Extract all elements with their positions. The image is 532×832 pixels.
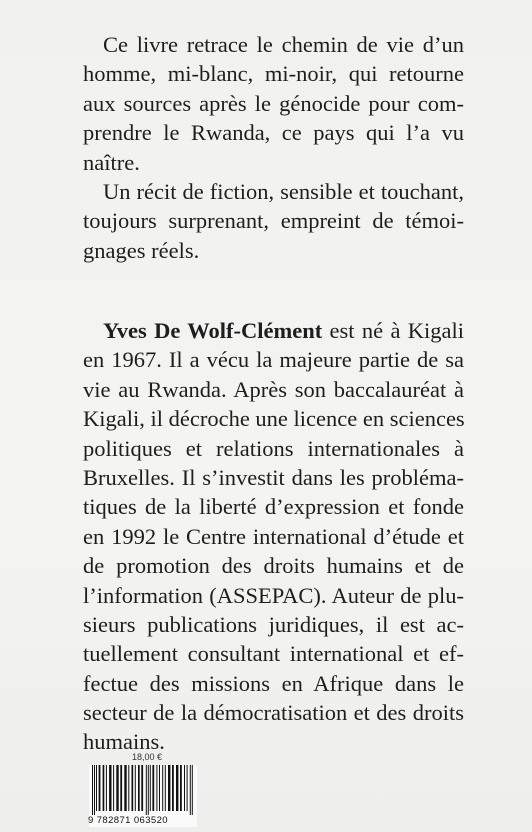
barcode-bar [152, 765, 154, 811]
summary-line: toujours surprenant, empreint de témoi- [83, 208, 464, 234]
barcode-bar [172, 765, 174, 811]
bio-line: tuellement consultant international et ef- [83, 641, 464, 667]
barcode-bar [146, 765, 147, 815]
barcode-bar [162, 765, 163, 811]
barcode-bar [138, 765, 140, 811]
summary-line: prendre le Rwanda, ce pays qui l’a vu [83, 120, 464, 146]
bio-line: secteur de la démocratisation et des droits [83, 700, 464, 726]
price-label: 18,00 € [132, 752, 163, 762]
barcode-bar [159, 765, 160, 811]
barcode-bar [120, 765, 122, 811]
bio-line: de promotion des droits humains et de [83, 553, 464, 579]
summary-line: aux sources après le génocide pour com- [83, 90, 464, 116]
barcode-bar [94, 765, 95, 815]
barcode-bar [148, 765, 149, 815]
barcode-bar [99, 765, 101, 811]
barcode-bar [187, 765, 188, 811]
barcode-digits: 9 782871 063520 [88, 815, 168, 826]
barcode-bar [128, 765, 129, 811]
bio-line: Bruxelles. Il s’investit dans les probléma- [83, 464, 464, 490]
bio-line: l’information (ASSEPAC). Auteur de plu- [83, 582, 464, 608]
barcode-bar [165, 765, 166, 811]
barcode-bar [103, 765, 105, 811]
barcode-bar [156, 765, 157, 811]
barcode-bar [141, 765, 143, 811]
bio-line: en 1967. Il a vécu la majeure partie de sa [83, 347, 464, 373]
barcode-bar [192, 765, 193, 815]
barcode-bar [180, 765, 182, 811]
barcode-bar [109, 765, 111, 811]
barcode-bar [168, 765, 170, 811]
barcode-bar [190, 765, 191, 815]
bio-line: en 1992 le Centre international d’étude et [83, 523, 464, 549]
author-bio [83, 316, 464, 757]
bio-line: humains. [83, 729, 165, 755]
barcode-bar [96, 765, 97, 811]
bio-line: Kigali, il décroche une licence en sciences [83, 406, 465, 432]
barcode-bar [116, 765, 118, 811]
bio-line: tiques de la liberté d’expression et fonde [83, 494, 464, 520]
summary-line: homme, mi-blanc, mi-noir, qui retourne [83, 61, 464, 87]
barcode-bar [176, 765, 178, 811]
summary-line: Ce livre retrace le chemin de vie d’un [103, 32, 464, 57]
summary-line: Un récit de fiction, sensible et touchant, [103, 178, 464, 204]
bio-line: politiques et relations internationales à [83, 435, 464, 461]
bio-line: fectue des missions en Afrique dans le [83, 670, 464, 696]
author-name: Yves De Wolf-Clément [103, 318, 323, 343]
summary-line: gnages réels. [83, 237, 200, 263]
barcode-bar [135, 765, 136, 811]
book-summary [83, 30, 464, 265]
barcode-bar [150, 765, 151, 811]
barcode-bars [89, 765, 197, 815]
summary-line: naître. [83, 149, 140, 175]
barcode-bar [124, 765, 126, 811]
barcode-bar [184, 765, 185, 811]
bio-first-line-rest: est né à Kigali [322, 318, 464, 343]
barcode-bar [106, 765, 107, 811]
bio-first-line [83, 316, 464, 345]
bio-line: vie au Rwanda. Après son baccalauréat à [83, 376, 464, 402]
barcode-bar [113, 765, 114, 811]
bio-line: sieurs publications juridiques, il est ac- [83, 611, 464, 637]
barcode-bar [132, 765, 134, 811]
barcode-bar [92, 765, 93, 815]
